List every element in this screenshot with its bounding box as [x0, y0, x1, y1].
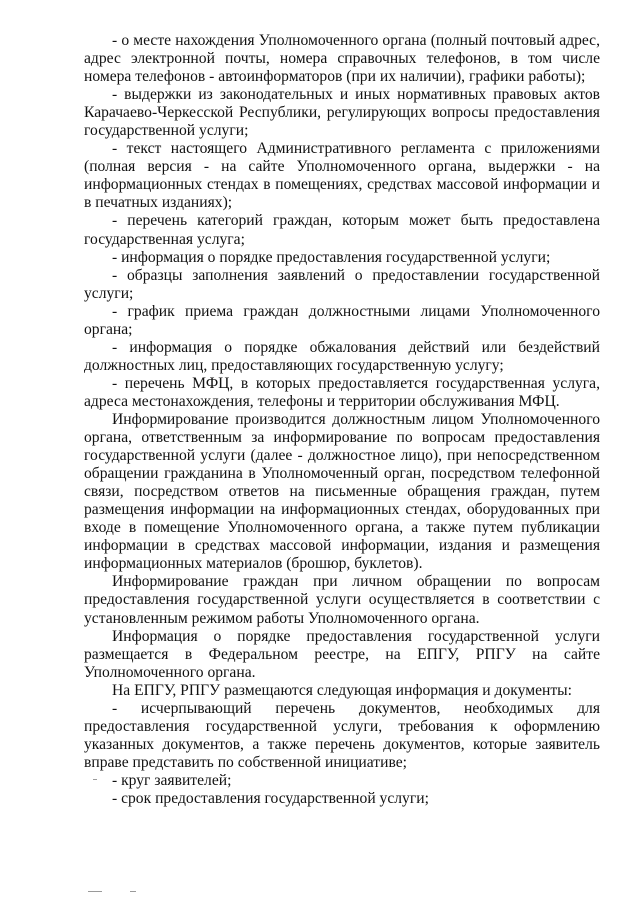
paragraph-informing: Информирование производится должностным лицом Уполномоченного органа, ответственным за информирование по вопросам предоставления государственной услуги (далее - должностное лицо), при непосредственном обращении гражданина в Уполномоченный орган, посредством телефонной связи, посредством ответов на письменные обращения граждан, путем размещения информации на информационных стендах, оборудованных при входе в помещение Уполномоченного органа, а также путем публикации информации в средствах массовой информации, издания и размещения информационных материалов (брошюр, буклетов).: [84, 410, 600, 573]
paragraph-service-term: - срок предоставления государственной услуги;: [112, 789, 429, 807]
paragraph-legal-acts: - выдержки из законодательных и иных нормативных правовых актов Карачаево-Черкесской Республики, регулирующих вопросы предоставления государственной услуги;: [84, 86, 600, 140]
paragraph-reception-schedule: - график приема граждан должностными лицами Уполномоченного органа;: [84, 302, 600, 338]
paragraph-mfc-list: - перечень МФЦ, в которых предоставляется государственная услуга, адреса местонахождения, телефоны и территории обслуживания МФЦ.: [84, 374, 600, 410]
paragraph-epgu-intro: На ЕПГУ, РПГУ размещаются следующая информация и документы:: [112, 681, 572, 699]
paragraph-appeal-info: - информация о порядке обжалования действий или бездействий должностных лиц, предоставляющих государственную услугу;: [84, 338, 600, 374]
scan-speck: [93, 779, 97, 780]
paragraph-information-placement: Информация о порядке предоставления государственной услуги размещается в Федеральном реестре, на ЕПГУ, РПГУ на сайте Уполномоченного органа.: [84, 627, 600, 681]
paragraph-personal-visit: Информирование граждан при личном обращении по вопросам предоставления государственной услуги осуществляется в соответствии с установленным режимом работы Уполномоченного органа.: [84, 573, 600, 627]
scan-speck: [88, 891, 102, 892]
document-page: [84, 32, 600, 808]
paragraph-application-samples: - образцы заполнения заявлений о предоставлении государственной услуги;: [84, 266, 600, 302]
scan-speck: [130, 891, 136, 892]
paragraph-location-info: - о месте нахождения Уполномоченного органа (полный почтовый адрес, адрес электронной почты, номера справочных телефонов, в том числе номера телефонов - автоинформаторов (при их наличии), графики работы);: [84, 32, 600, 86]
paragraph-citizen-categories: - перечень категорий граждан, которым может быть предоставлена государственная услуга;: [84, 212, 600, 248]
paragraph-procedure-info: - информация о порядке предоставления государственной услуги;: [112, 248, 551, 266]
paragraph-documents-list: - исчерпывающий перечень документов, необходимых для предоставления государственной услуги, требования к оформлению указанных документов, а также перечень документов, которые заявитель вправе представить по собственной инициативе;: [84, 699, 600, 771]
paragraph-regulation-text: - текст настоящего Административного регламента с приложениями (полная версия - на сайте Уполномоченного органа, выдержки - на информационных стендах в помещениях, средствах массовой информации и в печатных изданиях);: [84, 140, 600, 212]
paragraph-applicants: - круг заявителей;: [112, 771, 232, 789]
